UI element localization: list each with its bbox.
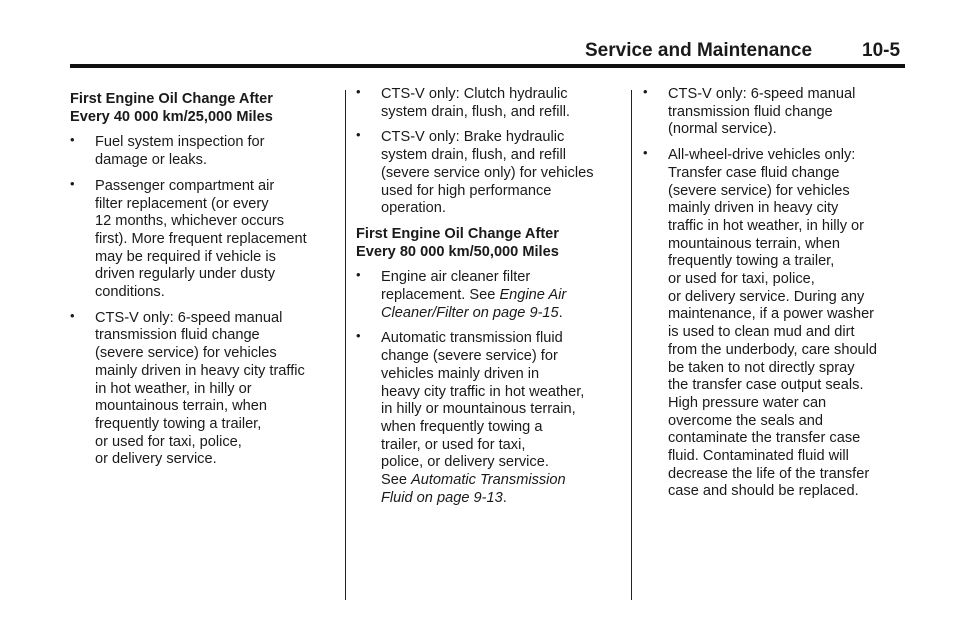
text-line: system drain, flush, and refill bbox=[381, 147, 566, 164]
bullet-icon: • bbox=[70, 175, 75, 191]
text-line: (severe service) for vehicles bbox=[95, 345, 277, 362]
text-line: (severe service) for vehicles bbox=[668, 182, 850, 199]
text-line: mainly driven in heavy city traffic bbox=[95, 362, 305, 379]
text-line bbox=[381, 305, 624, 323]
text-line: system drain, flush, and refill. bbox=[381, 103, 570, 120]
text-line: traffic in hot weather, in hilly or bbox=[668, 217, 865, 234]
text-line: CTS-V only: Brake hydraulic bbox=[381, 129, 565, 146]
text-line: mountainous terrain, when bbox=[95, 398, 267, 415]
text-line: transmission fluid change bbox=[95, 327, 260, 344]
text-line: heavy city traffic in hot weather, bbox=[381, 383, 585, 400]
text-line: (severe service only) for vehicles bbox=[381, 164, 594, 181]
text-line: mountainous terrain, when bbox=[668, 235, 840, 252]
column-2 bbox=[356, 86, 624, 515]
text-line bbox=[381, 490, 624, 508]
text-line: overcome the seals and bbox=[668, 412, 823, 429]
column-1 bbox=[70, 91, 338, 477]
text-run: replacement. See bbox=[381, 287, 500, 304]
text-line: decrease the life of the transfer bbox=[668, 465, 870, 482]
bullet-icon: • bbox=[356, 127, 361, 143]
column-divider-1 bbox=[345, 90, 346, 600]
list-item bbox=[70, 307, 338, 469]
text-line: (normal service). bbox=[668, 121, 777, 138]
text-line: Engine air cleaner filter bbox=[381, 269, 531, 286]
heading-line: First Engine Oil Change After bbox=[70, 91, 273, 107]
text-line: first). More frequent replacement bbox=[95, 230, 307, 247]
text-line: be taken to not directly spray bbox=[668, 359, 855, 376]
list-item bbox=[356, 129, 624, 218]
text-line: Transfer case fluid change bbox=[668, 164, 840, 181]
heading-line: First Engine Oil Change After bbox=[356, 225, 559, 242]
cross-reference-link[interactable]: Cleaner/Filter on page 9-15 bbox=[381, 304, 559, 321]
text-line: Automatic transmission fluid bbox=[381, 330, 563, 347]
list-item bbox=[356, 86, 624, 121]
interval-heading-40000 bbox=[70, 91, 338, 126]
text-line: change (severe service) for bbox=[381, 348, 558, 365]
text-line: contaminate the transfer case bbox=[668, 430, 861, 447]
heading-line: Every 40 000 km/25,000 Miles bbox=[70, 108, 273, 125]
text-line: operation. bbox=[381, 200, 446, 217]
bullet-icon: • bbox=[70, 132, 75, 148]
text-line: High pressure water can bbox=[668, 394, 827, 411]
text-line: case and should be replaced. bbox=[668, 483, 859, 500]
text-line: used for high performance bbox=[381, 182, 552, 199]
text-line: or delivery service. bbox=[95, 451, 217, 468]
text-run: . bbox=[502, 489, 507, 506]
list-item bbox=[356, 269, 624, 322]
text-line: frequently towing a trailer, bbox=[668, 253, 835, 270]
text-line: vehicles mainly driven in bbox=[381, 365, 540, 382]
text-line: the transfer case output seals. bbox=[668, 377, 864, 394]
text-line: CTS-V only: 6-speed manual bbox=[668, 86, 856, 102]
section-title: Service and Maintenance bbox=[585, 40, 813, 61]
text-line: filter replacement (or every bbox=[95, 195, 269, 212]
list-item bbox=[643, 147, 905, 501]
text-line: Passenger compartment air bbox=[95, 177, 275, 194]
text-line: or used for taxi, police, bbox=[95, 433, 242, 450]
text-line bbox=[381, 472, 624, 490]
text-line: transmission fluid change bbox=[668, 103, 833, 120]
text-line: Fuel system inspection for bbox=[95, 134, 265, 151]
cross-reference-link[interactable]: Engine Air bbox=[499, 287, 567, 304]
text-line: driven regularly under dusty bbox=[95, 266, 276, 283]
text-line: CTS-V only: 6-speed manual bbox=[95, 309, 283, 326]
text-line: or used for taxi, police, bbox=[668, 271, 815, 288]
bullet-icon: • bbox=[643, 84, 648, 99]
text-line: is used to clean mud and dirt bbox=[668, 324, 855, 341]
cross-reference-link[interactable]: Automatic Transmission bbox=[411, 472, 566, 489]
bullet-icon: • bbox=[356, 267, 361, 283]
text-line: in hot weather, in hilly or bbox=[95, 380, 252, 397]
text-line: from the underbody, care should bbox=[668, 341, 878, 358]
text-line: frequently towing a trailer, bbox=[95, 415, 262, 432]
text-line: All-wheel-drive vehicles only: bbox=[668, 147, 856, 164]
text-line: may be required if vehicle is bbox=[95, 248, 276, 265]
text-line: 12 months, whichever occurs bbox=[95, 213, 284, 230]
column-3 bbox=[643, 86, 905, 509]
text-line: damage or leaks. bbox=[95, 152, 207, 169]
header-rule bbox=[70, 64, 905, 68]
text-line: fluid. Contaminated fluid will bbox=[668, 448, 849, 465]
text-line: in hilly or mountainous terrain, bbox=[381, 401, 576, 418]
text-line: mainly driven in heavy city bbox=[668, 200, 839, 217]
text-line: trailer, or used for taxi, bbox=[381, 436, 526, 453]
bullet-icon: • bbox=[356, 328, 361, 344]
text-line: conditions. bbox=[95, 284, 165, 301]
text-line: maintenance, if a power washer bbox=[668, 306, 875, 323]
cross-reference-link[interactable]: Fluid on page 9-13 bbox=[381, 489, 503, 506]
text-line: or delivery service. During any bbox=[668, 288, 865, 305]
column-divider-2 bbox=[631, 90, 632, 600]
list-item bbox=[356, 330, 624, 507]
interval-heading-80000 bbox=[356, 226, 624, 261]
list-item bbox=[643, 86, 905, 139]
text-line: CTS-V only: Clutch hydraulic bbox=[381, 86, 568, 102]
page-number: 10-5 bbox=[862, 40, 901, 61]
text-line: when frequently towing a bbox=[381, 418, 543, 435]
list-item bbox=[70, 134, 338, 169]
bullet-icon: • bbox=[643, 145, 648, 161]
text-line: police, or delivery service. bbox=[381, 454, 549, 471]
text-run: . bbox=[558, 304, 563, 321]
text-line bbox=[381, 287, 624, 305]
list-item bbox=[70, 175, 338, 302]
heading-line: Every 80 000 km/50,000 Miles bbox=[356, 243, 559, 260]
text-run: See bbox=[381, 472, 412, 489]
bullet-icon: • bbox=[70, 307, 75, 323]
bullet-icon: • bbox=[356, 84, 361, 99]
